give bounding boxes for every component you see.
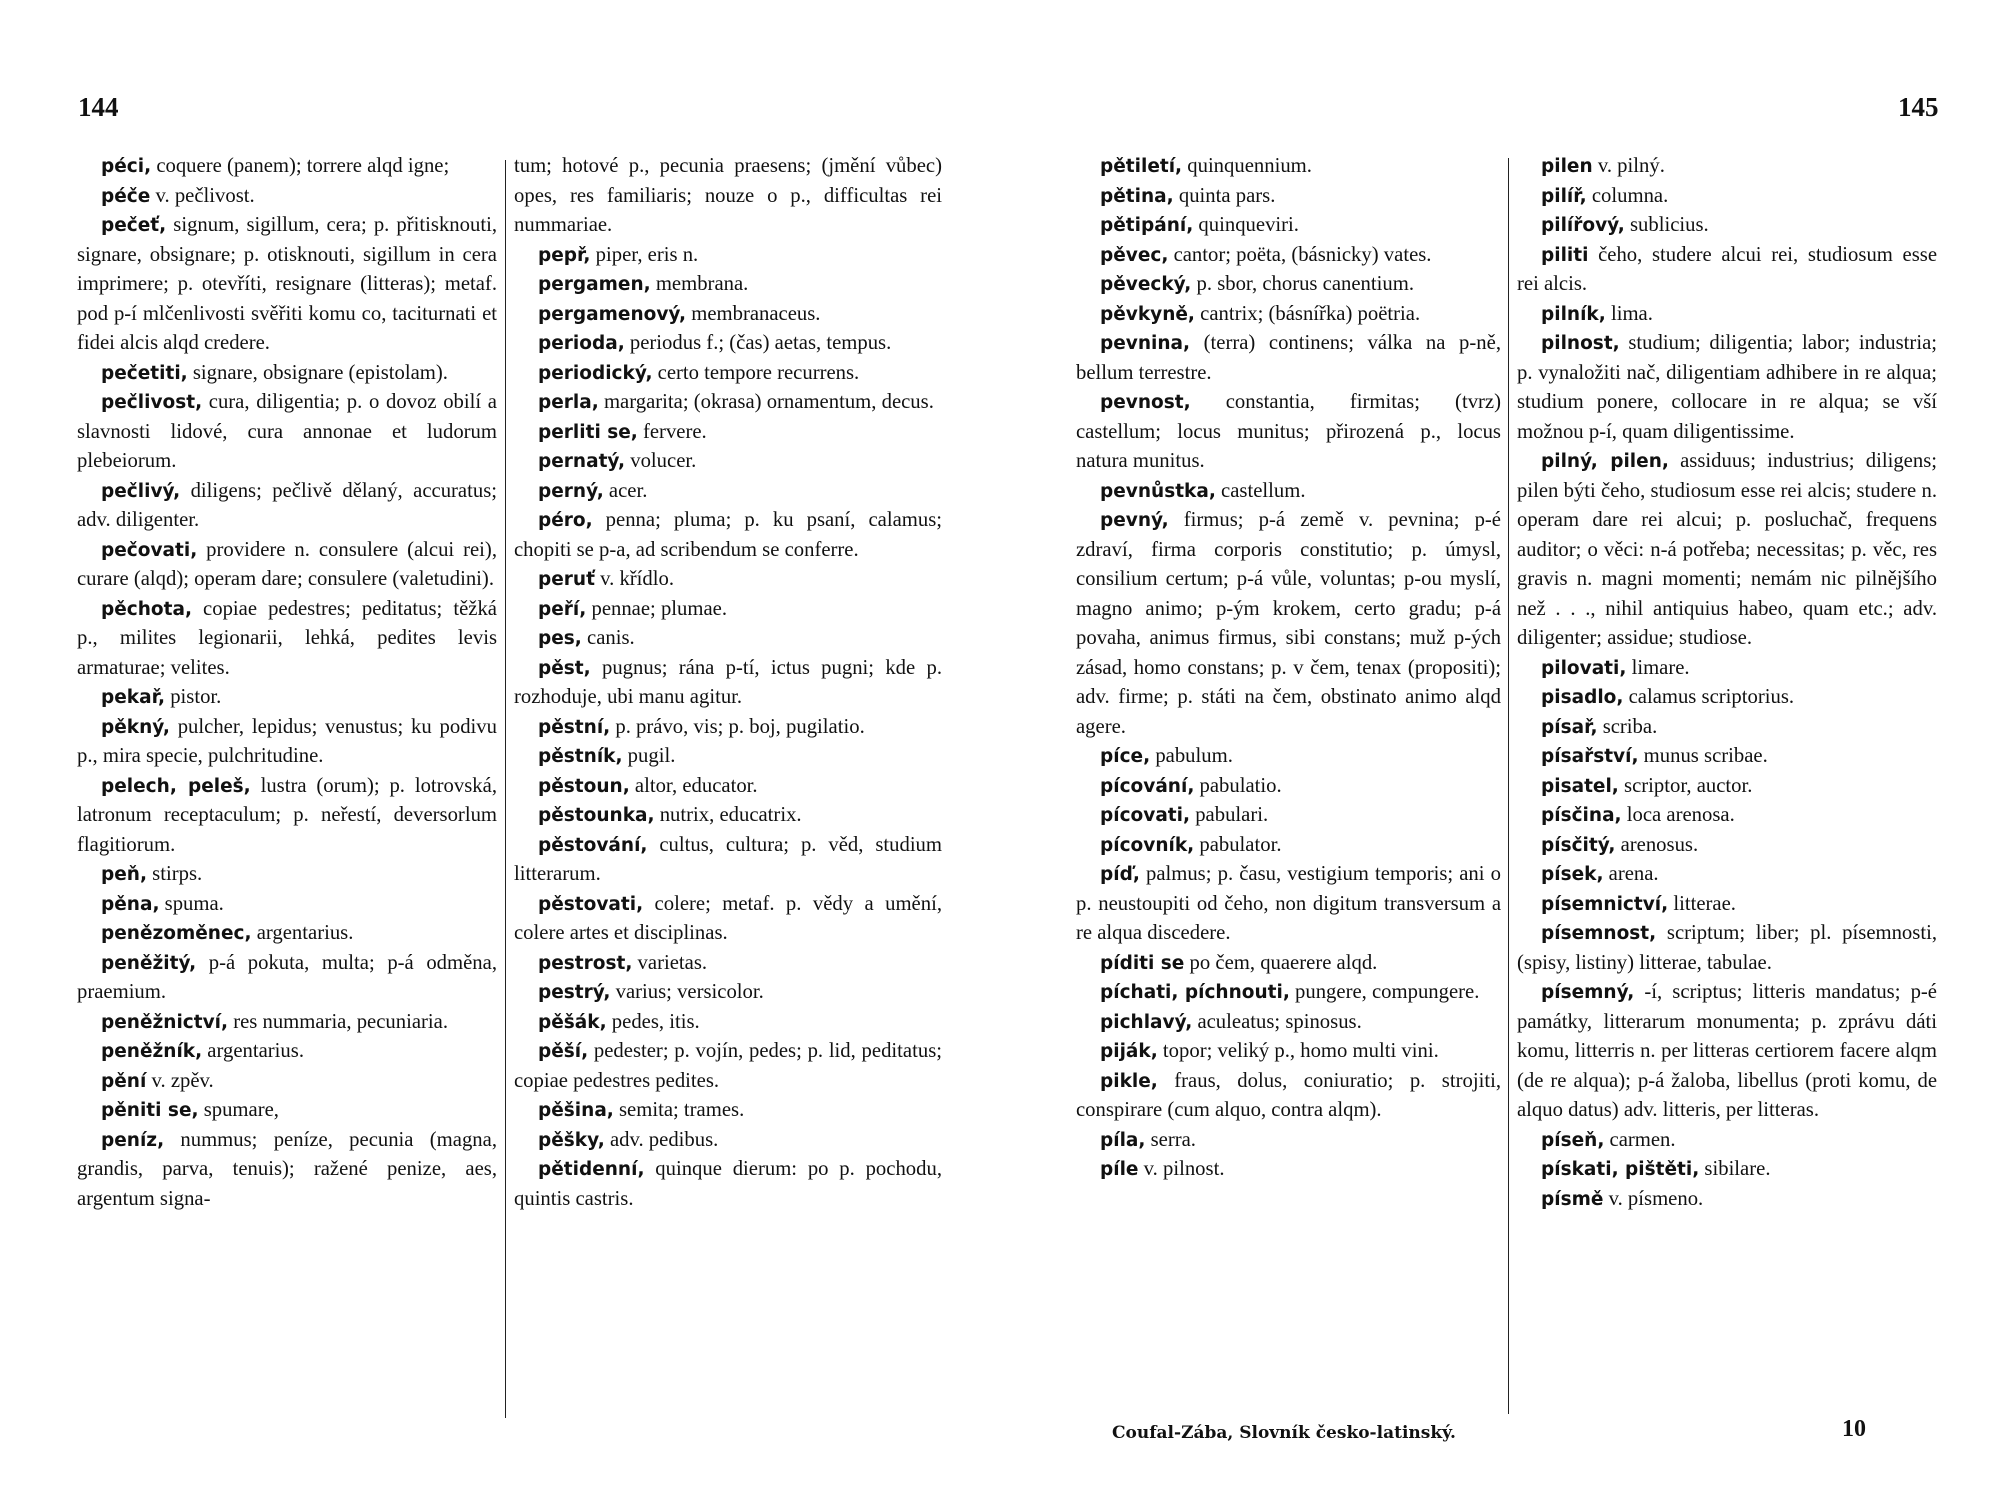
entry-headword: pícování, <box>1100 775 1195 797</box>
entry-definition: v. pilný. <box>1592 155 1665 177</box>
dictionary-entry <box>514 506 942 565</box>
dictionary-entry <box>1076 860 1501 949</box>
entry-definition: varius; versicolor. <box>610 981 764 1003</box>
entry-definition: cantrix; (básnířka) poëtria. <box>1194 302 1421 325</box>
column-divider-left <box>505 160 506 1418</box>
entry-headword: pěstování, <box>538 834 648 856</box>
dictionary-entry <box>1076 742 1501 772</box>
dictionary-entry <box>77 949 497 1008</box>
entry-definition: signare, obsignare (epistolam). <box>187 361 448 384</box>
entry-definition: litterae. <box>1668 892 1736 915</box>
entry-definition: pistor. <box>165 686 222 708</box>
entry-headword: písemnost, <box>1541 923 1657 944</box>
entry-definition: semita; trames. <box>613 1099 745 1121</box>
entry-definition: scriba. <box>1597 715 1658 738</box>
entry-headword: peníz, <box>101 1129 165 1151</box>
entry-headword: pečlivý, <box>101 480 181 502</box>
entry-headword: perný, <box>538 480 604 502</box>
entry-definition: lustra (orum); p. lotrovská, latronum receptaculum; p. neřestí, deversorlum flagitiorum. <box>77 774 497 856</box>
entry-definition: coquere (panem); torrere alqd igne; <box>151 155 450 177</box>
dictionary-entry <box>1517 801 1937 831</box>
dictionary-entry <box>77 152 497 182</box>
dictionary-entry <box>1517 654 1937 684</box>
entry-headword: pečeť, <box>101 215 167 236</box>
dictionary-entry <box>514 654 942 713</box>
entry-definition: pabulator. <box>1194 833 1282 856</box>
entry-headword: pění <box>101 1070 147 1092</box>
entry-headword: pisadlo, <box>1541 687 1624 708</box>
entry-definition: -í, scriptus; litteris mandatus; p-é památky, litterarum monumenta; p. zprávu dáti komu, litterris n. per litteras certiorem facere alqm (de re alqua); p-á žaloba, libellus (proti komu, de alquo datus) adv. litteris, per litteras. <box>1517 981 1937 1121</box>
entry-definition: res nummaria, pecuniaria. <box>228 1010 449 1033</box>
dictionary-entry <box>77 182 497 212</box>
entry-definition: palmus; p. času, vestigium temporis; ani o p. neustoupiti od čeho, non digitum transversum a re alqua discedere. <box>1076 863 1501 944</box>
entry-definition: fervere. <box>637 420 707 443</box>
entry-definition: quinquennium. <box>1182 155 1312 177</box>
dictionary-entry <box>514 300 942 330</box>
entry-definition: lima. <box>1605 302 1653 325</box>
entry-definition: quinque dierum: po p. pochodu, quintis castris. <box>514 1158 942 1210</box>
dictionary-entry <box>514 949 942 979</box>
dictionary-entry <box>1076 477 1501 507</box>
entry-headword: písařství, <box>1541 746 1639 767</box>
dictionary-entry <box>514 624 942 654</box>
entry-definition: carmen. <box>1604 1128 1676 1151</box>
entry-headword: pěšina, <box>538 1100 614 1121</box>
entry-headword: perioda, <box>538 333 625 354</box>
dictionary-entry <box>1517 683 1937 713</box>
entry-definition: pabulari. <box>1190 804 1269 826</box>
dictionary-entry <box>514 1008 942 1038</box>
dictionary-entry <box>1076 772 1501 802</box>
entry-headword: pícovati, <box>1100 805 1191 826</box>
entry-definition: pugil. <box>622 745 676 767</box>
sheet-number: 10 <box>1842 1416 1866 1442</box>
dictionary-entry <box>1517 742 1937 772</box>
entry-headword: piják, <box>1100 1041 1158 1062</box>
dictionary-entry <box>1076 1155 1501 1185</box>
entry-headword: píce, <box>1100 746 1151 767</box>
dictionary-entry <box>1517 1185 1937 1215</box>
entry-headword: peň, <box>101 864 147 885</box>
entry-headword: pětidenní, <box>538 1159 645 1180</box>
dictionary-entry <box>514 890 942 949</box>
dictionary-entry <box>1517 211 1937 241</box>
entry-definition: pedes, itis. <box>606 1010 700 1033</box>
dictionary-entry <box>1076 241 1501 271</box>
entry-headword: pelech, peleš, <box>101 775 251 797</box>
entry-headword: pevnůstka, <box>1100 480 1216 502</box>
entry-headword: pečlivost, <box>101 392 203 413</box>
dictionary-entry <box>514 359 942 389</box>
entry-headword: pilíř, <box>1541 185 1587 207</box>
entry-definition: colere; metaf. p. vědy a umění, colere artes et disciplinas. <box>514 892 942 944</box>
entry-headword: písčina, <box>1541 805 1622 826</box>
entry-definition: v. písmeno. <box>1603 1187 1704 1210</box>
dictionary-entry <box>77 890 497 920</box>
dictionary-entry <box>1517 241 1937 300</box>
entry-definition: p-á pokuta, multa; p-á odměna, praemium. <box>77 951 497 1003</box>
dictionary-entry <box>514 565 942 595</box>
entry-headword: pečovati, <box>101 539 198 561</box>
dictionary-entry <box>77 1008 497 1038</box>
entry-definition: membrana. <box>650 273 749 295</box>
entry-headword: pekař, <box>101 687 166 708</box>
entry-headword: pěstovati, <box>538 893 644 915</box>
entry-definition: piper, eris n. <box>590 243 699 266</box>
dictionary-entry <box>1517 1126 1937 1156</box>
entry-definition: limare. <box>1626 656 1690 679</box>
entry-headword: pěstní, <box>538 716 611 738</box>
entry-headword: pes, <box>538 628 582 649</box>
entry-headword: pěvkyně, <box>1100 303 1195 325</box>
entry-headword: pernatý, <box>538 451 626 472</box>
entry-headword: pětipání, <box>1100 215 1194 236</box>
entry-definition: pabulum. <box>1150 745 1233 767</box>
dictionary-entry <box>77 1096 497 1126</box>
entry-definition: serra. <box>1145 1128 1196 1151</box>
dictionary-entry <box>1517 713 1937 743</box>
entry-headword: pěstoun, <box>538 775 630 797</box>
dictionary-entry <box>514 1126 942 1156</box>
dictionary-column-3 <box>1076 152 1501 1185</box>
entry-headword: pestrý, <box>538 982 611 1003</box>
dictionary-entry <box>1517 447 1937 654</box>
dictionary-entry <box>1076 211 1501 241</box>
entry-definition: scriptor, auctor. <box>1618 774 1753 797</box>
entry-headword: péro, <box>538 510 593 531</box>
dictionary-entry <box>1076 978 1501 1008</box>
entry-definition: p. právo, vis; p. boj, pugilatio. <box>610 715 865 738</box>
entry-definition: pedester; p. vojín, pedes; p. lid, peditatus; copiae pedestres pedites. <box>514 1040 942 1092</box>
entry-definition: pulcher, lepidus; venustus; ku podivu p., mira specie, pulchritudine. <box>77 715 497 767</box>
entry-definition: sublicius. <box>1624 214 1709 236</box>
entry-definition: pungere, compungere. <box>1289 981 1480 1003</box>
dictionary-entry <box>77 1037 497 1067</box>
dictionary-entry <box>77 211 497 359</box>
entry-definition: diligens; pečlivě dělaný, accuratus; adv. diligenter. <box>77 479 497 531</box>
entry-definition: topor; veliký p., homo multi vini. <box>1157 1040 1439 1062</box>
dictionary-entry <box>1076 1008 1501 1038</box>
entry-headword: pěstounka, <box>538 805 655 826</box>
dictionary-entry <box>77 860 497 890</box>
entry-definition: cultus, cultura; p. věd, studium litterarum. <box>514 833 942 885</box>
entry-headword: peněžnictví, <box>101 1011 229 1033</box>
entry-headword: pěší, <box>538 1041 589 1062</box>
dictionary-entry <box>1076 300 1501 330</box>
entry-headword: peří, <box>538 598 587 620</box>
entry-definition: aculeatus; spinosus. <box>1192 1010 1362 1033</box>
entry-headword: péče <box>101 185 151 207</box>
entry-headword: píditi se <box>1100 952 1185 974</box>
entry-definition: fraus, dolus, coniuratio; p. strojiti, conspirare (cum alquo, contra alqm). <box>1076 1069 1501 1121</box>
dictionary-entry <box>514 1096 942 1126</box>
dictionary-entry <box>77 536 497 595</box>
entry-headword: pěstník, <box>538 746 623 767</box>
entry-definition: tum; hotové p., pecunia praesens; (jmění vůbec) opes, res familiaris; nouze o p., difficultas rei nummariae. <box>514 155 942 236</box>
dictionary-entry <box>514 1037 942 1096</box>
entry-headword: pilovati, <box>1541 657 1627 679</box>
dictionary-entry <box>514 831 942 890</box>
entry-definition: cantor; poëta, (básnicky) vates. <box>1168 243 1432 266</box>
entry-definition: munus scribae. <box>1638 745 1768 767</box>
entry-headword: pětiletí, <box>1100 156 1183 177</box>
dictionary-entry <box>1517 831 1937 861</box>
entry-headword: pevnost, <box>1100 392 1191 413</box>
entry-definition: p. sbor, chorus canentium. <box>1191 273 1414 295</box>
entry-definition: v. křídlo. <box>594 568 675 590</box>
entry-definition: columna. <box>1586 184 1669 207</box>
dictionary-entry <box>514 418 942 448</box>
entry-definition: castellum. <box>1215 479 1306 502</box>
entry-definition: scriptum; liber; pl. písemnosti, (spisy, listiny) litterae, tabulae. <box>1517 922 1937 974</box>
dictionary-entry <box>514 595 942 625</box>
entry-definition: pugnus; rána p-tí, ictus pugni; kde p. rozhoduje, ubi manu agitur. <box>514 656 942 708</box>
dictionary-entry <box>1076 1037 1501 1067</box>
dictionary-entry <box>1076 949 1501 979</box>
entry-definition: cura, diligentia; p. o dovoz obilí a slavnosti lidové, cura annonae et ludorum plebeiorum. <box>77 391 497 472</box>
entry-headword: pěkný, <box>101 716 170 738</box>
entry-definition: constantia, firmitas; (tvrz) castellum; locus munitus; přirozená p., locus natura munitus. <box>1076 391 1501 472</box>
dictionary-entry <box>1076 1067 1501 1126</box>
entry-definition: quinta pars. <box>1173 184 1276 207</box>
dictionary-entry <box>1517 919 1937 978</box>
dictionary-entry <box>1517 978 1937 1126</box>
dictionary-entry <box>1076 182 1501 212</box>
entry-definition: volucer. <box>625 450 697 472</box>
dictionary-entry <box>1076 506 1501 742</box>
dictionary-entry <box>1076 831 1501 861</box>
entry-definition: v. pilnost. <box>1138 1158 1225 1180</box>
entry-headword: pevnina, <box>1100 333 1191 354</box>
entry-definition: argentarius. <box>251 922 354 944</box>
entry-headword: pichlavý, <box>1100 1011 1193 1033</box>
entry-headword: pěvecký, <box>1100 274 1192 295</box>
entry-headword: pisatel, <box>1541 775 1619 797</box>
entry-headword: peněžitý, <box>101 952 197 974</box>
entry-definition: loca arenosa. <box>1621 804 1735 826</box>
entry-headword: pilnost, <box>1541 333 1620 354</box>
entry-definition: spuma. <box>159 892 224 915</box>
entry-definition: certo tempore recurrens. <box>652 361 860 384</box>
entry-definition: čeho, studere alcui rei, studiosum esse rei alcis. <box>1517 243 1937 295</box>
entry-headword: písemný, <box>1541 982 1635 1003</box>
entry-headword: pečetiti, <box>101 362 188 384</box>
page-number-right: 145 <box>1898 92 1939 122</box>
entry-definition: periodus f.; (čas) aetas, tempus. <box>624 332 892 354</box>
book-footer: Coufal-Zába, Slovník česko-latinský. <box>1112 1423 1456 1443</box>
dictionary-entry <box>1076 270 1501 300</box>
entry-definition: assiduus; industrius; diligens; pilen býti čeho, studiosum esse rei alcis; studere n. operam dare rei alcui; p. posluchač, frequens auditor; o věci: n-á potřeba; necessitas; p. věc, res gravis n. magni momenti; nemám nic pilnějšího než . . ., nihil antiquius habeo, quam etc.; adv. diligenter; assidue; studiose. <box>1517 450 1937 649</box>
entry-headword: peruť <box>538 569 595 590</box>
dictionary-entry <box>77 772 497 861</box>
entry-headword: pěvec, <box>1100 244 1169 266</box>
entry-definition: pabulatio. <box>1194 774 1282 797</box>
dictionary-entry <box>514 1155 942 1214</box>
dictionary-entry <box>1517 152 1937 182</box>
dictionary-entry <box>514 713 942 743</box>
entry-definition: stirps. <box>147 863 203 885</box>
entry-headword: penězoměnec, <box>101 923 252 944</box>
entry-definition: membranaceus. <box>686 302 821 325</box>
entry-headword: periodický, <box>538 362 653 384</box>
dictionary-column-2 <box>514 152 942 1214</box>
dictionary-entry <box>514 270 942 300</box>
entry-definition: nutrix, educatrix. <box>654 804 802 826</box>
entry-definition: margarita; (okrasa) ornamentum, decus. <box>598 391 934 413</box>
entry-definition: providere n. consulere (alcui rei), curare (alqd); operam dare; consulere (valetudini). <box>77 538 497 590</box>
dictionary-entry <box>1076 388 1501 477</box>
entry-headword: písek, <box>1541 864 1604 885</box>
entry-headword: pěšák, <box>538 1011 607 1033</box>
entry-headword: péci, <box>101 156 152 177</box>
entry-headword: pěst, <box>538 657 591 679</box>
dictionary-column-1 <box>77 152 497 1214</box>
entry-headword: pěniti se, <box>101 1100 199 1121</box>
entry-definition: nummus; peníze, pecunia (magna, grandis, parva, tenuis); ražené penize, aes, argentum signa- <box>77 1128 497 1210</box>
entry-definition: arenosus. <box>1615 833 1699 856</box>
dictionary-entry <box>1517 182 1937 212</box>
dictionary-entry <box>77 359 497 389</box>
entry-headword: pěna, <box>101 893 160 915</box>
dictionary-column-4 <box>1517 152 1937 1214</box>
entry-definition: argentarius. <box>202 1040 304 1062</box>
dictionary-entry <box>77 595 497 684</box>
entry-headword: písař, <box>1541 716 1598 738</box>
dictionary-entry <box>1076 329 1501 388</box>
dictionary-entry <box>514 329 942 359</box>
entry-headword: píď, <box>1100 864 1140 885</box>
dictionary-entry <box>1076 1126 1501 1156</box>
entry-headword: pikle, <box>1100 1070 1158 1092</box>
entry-headword: písemnictví, <box>1541 893 1669 915</box>
entry-definition: sibilare. <box>1699 1158 1771 1180</box>
entry-definition: quinqueviri. <box>1193 214 1299 236</box>
entry-headword: pergamen, <box>538 274 651 295</box>
dictionary-entry <box>514 152 942 241</box>
entry-headword: perla, <box>538 392 599 413</box>
entry-headword: písmě <box>1541 1188 1604 1210</box>
entry-headword: pergamenový, <box>538 303 687 325</box>
dictionary-entry <box>1517 772 1937 802</box>
dictionary-entry <box>1076 801 1501 831</box>
dictionary-entry <box>514 477 942 507</box>
entry-definition: canis. <box>581 627 635 649</box>
dictionary-entry <box>1076 152 1501 182</box>
entry-headword: pilník, <box>1541 303 1606 325</box>
dictionary-entry <box>514 742 942 772</box>
dictionary-entry <box>77 388 497 477</box>
dictionary-entry <box>1517 890 1937 920</box>
column-divider-right <box>1508 158 1509 1414</box>
entry-headword: píle <box>1100 1159 1139 1180</box>
entry-definition: calamus scriptorius. <box>1623 686 1795 708</box>
dictionary-entry <box>77 713 497 772</box>
entry-headword: pěchota, <box>101 598 192 620</box>
entry-definition: studium; diligentia; labor; industria; p. vynaložiti nač, diligentiam adhibere in re alqua; studium ponere, collocare in re alqua; se vší možnou p-í, quam diligentissime. <box>1517 332 1937 443</box>
entry-headword: peněžník, <box>101 1041 203 1062</box>
entry-definition: penna; pluma; p. ku psaní, calamus; chopiti se p-a, ad scribendum se conferre. <box>514 509 942 561</box>
entry-headword: písčitý, <box>1541 834 1616 856</box>
entry-headword: pilen <box>1541 156 1593 177</box>
dictionary-entry <box>77 1067 497 1097</box>
dictionary-entry <box>1517 860 1937 890</box>
entry-headword: perliti se, <box>538 421 638 443</box>
dictionary-entry <box>1517 329 1937 447</box>
entry-headword: pevný, <box>1100 510 1169 531</box>
entry-headword: piliti <box>1541 244 1589 266</box>
dictionary-entry <box>514 241 942 271</box>
entry-definition: v. zpěv. <box>146 1069 214 1092</box>
dictionary-entry <box>514 978 942 1008</box>
entry-definition: varietas. <box>632 951 708 974</box>
entry-headword: píseň, <box>1541 1129 1605 1151</box>
dictionary-entry <box>514 801 942 831</box>
entry-definition: signum, sigillum, cera; p. přitisknouti, signare, obsignare; p. otisknouti, sigillum in cera imprimere; p. otevříti, resignare (litteras); metaf. pod p-í mlčenlivosti svěřiti komu co, taciturnati et fidei alcis alqd credere. <box>77 214 497 354</box>
page-number-left: 144 <box>78 92 119 122</box>
entry-definition: acer. <box>603 479 648 502</box>
entry-headword: pískati, pištěti, <box>1541 1159 1700 1180</box>
entry-headword: pětina, <box>1100 185 1174 207</box>
entry-headword: pilný, pilen, <box>1541 451 1669 472</box>
dictionary-entry <box>1517 1155 1937 1185</box>
entry-headword: pícovník, <box>1100 834 1195 856</box>
dictionary-entry <box>514 388 942 418</box>
dictionary-entry <box>77 1126 497 1215</box>
entry-headword: píchati, píchnouti, <box>1100 982 1290 1003</box>
dictionary-entry <box>77 477 497 536</box>
entry-headword: pestrost, <box>538 952 633 974</box>
entry-headword: píla, <box>1100 1129 1146 1151</box>
dictionary-entry <box>514 447 942 477</box>
entry-definition: copiae pedestres; peditatus; těžká p., milites legionarii, lehká, pedites levis armaturae; velites. <box>77 597 497 679</box>
entry-headword: pepř, <box>538 244 591 266</box>
entry-definition: arena. <box>1603 863 1659 885</box>
entry-definition: altor, educator. <box>629 774 758 797</box>
entry-definition: firmus; p-á země v. pevnina; p-é zdraví, firma corporis constitutio; p. úmysl, consilium certum; p-á vůle, voluntas; p-ou myslí, magno animo; p-ým krokem, certo gradu; p-á povaha, animus firmus, sibi constans; muž p-ých zásad, homo constans; p. v čem, tenax (propositi); adv. firme; p. státi na čem, obstinato animo alqd agere. <box>1076 509 1501 738</box>
entry-definition: adv. pedibus. <box>604 1128 719 1151</box>
dictionary-entry <box>77 683 497 713</box>
entry-definition: pennae; plumae. <box>586 597 728 620</box>
dictionary-entry <box>514 772 942 802</box>
entry-definition: (terra) continens; válka na p-ně, bellum terrestre. <box>1076 332 1501 384</box>
dictionary-entry <box>77 919 497 949</box>
entry-definition: spumare, <box>198 1099 279 1121</box>
entry-headword: pěšky, <box>538 1129 605 1151</box>
entry-definition: po čem, quaerere alqd. <box>1184 951 1378 974</box>
dictionary-entry <box>1517 300 1937 330</box>
entry-definition: v. pečlivost. <box>150 184 255 207</box>
entry-headword: pilířový, <box>1541 215 1625 236</box>
